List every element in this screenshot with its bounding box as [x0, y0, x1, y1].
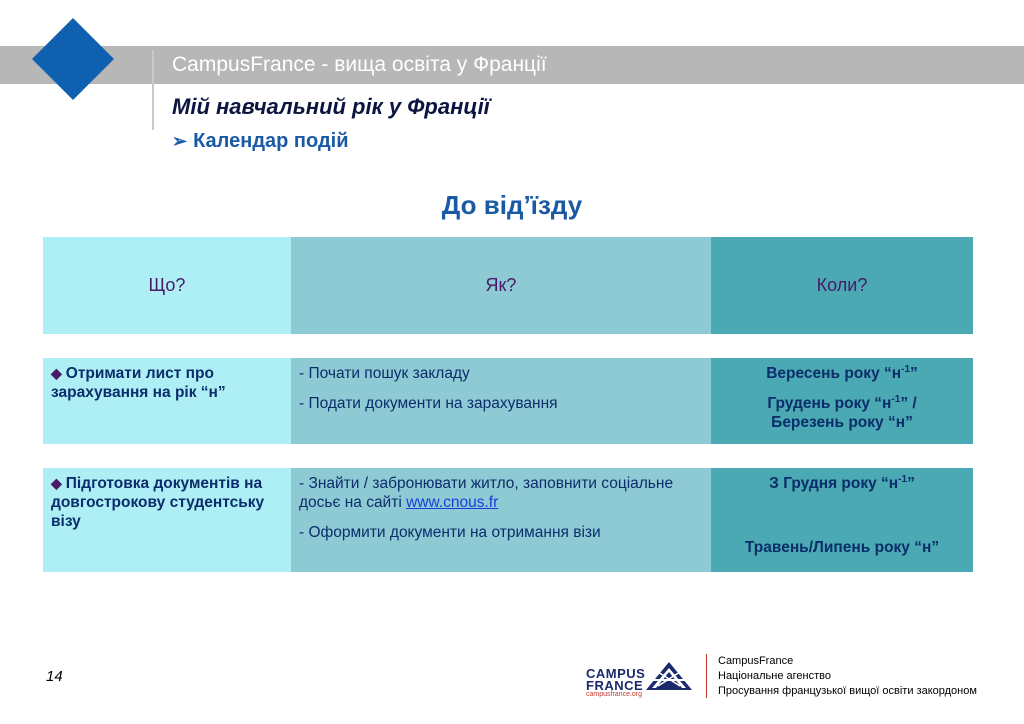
how-item: - Подати документи на зарахування [299, 395, 558, 412]
footer-divider [706, 654, 707, 698]
how-item: - Оформити документи на отримання візи [299, 524, 601, 541]
footer-org: CampusFrance Національне агенство Просування французької вищої освіти закордоном [718, 655, 977, 697]
header-when: Коли? [711, 237, 973, 334]
row-when [711, 358, 973, 444]
when-item: Грудень року “$н^{-1}$” / [767, 393, 917, 412]
header-what: Що? [43, 237, 291, 334]
diamond-bullet-icon: ◆ [51, 475, 62, 491]
diamond-logo-icon [32, 18, 114, 100]
how-item: - Знайти / забронювати житло, заповнити соціальне досьє на сайті www.cnous.fr [299, 475, 674, 511]
campusfrance-logo: CAMPUS FRANCE campusfrance.org [586, 658, 694, 698]
when-item: З Грудня року “$н^{-1}$” [769, 473, 915, 492]
calendar-label: Календар подій [193, 130, 349, 152]
calendar-heading [172, 130, 348, 153]
when-item: Травень/Липень року “н” [744, 539, 940, 556]
pyramid-logo-icon [644, 660, 694, 692]
diamond-bullet-icon: ◆ [51, 365, 62, 381]
row-how [291, 468, 711, 572]
header-divider [152, 50, 154, 130]
section-title: До від’їзду [441, 190, 583, 220]
header-how: Як? [291, 237, 711, 334]
table-row [43, 358, 973, 444]
page-subtitle: Мій навчальний рік у Франції [172, 94, 490, 119]
row-how [291, 358, 711, 444]
page-number: 14 [46, 668, 63, 685]
row-what: ◆ Отримати лист про зарахування на рік “н” [43, 358, 291, 444]
row-when [711, 468, 973, 572]
how-item: - Почати пошук закладу [299, 365, 470, 382]
arrow-bullet-icon: ➢ [172, 131, 188, 151]
when-item-line2: Березень року “н” [771, 414, 913, 431]
cnous-link[interactable]: www.cnous.fr [406, 494, 499, 511]
row-what: ◆ Підготовка документів на довгострокову студентську візу [43, 468, 291, 572]
table-header-row [43, 237, 973, 334]
header-title: CampusFrance - вища освіта у Франції [172, 53, 547, 76]
table-row [43, 468, 973, 572]
when-item: Вересень року “$н^{-1}$” [766, 363, 918, 382]
